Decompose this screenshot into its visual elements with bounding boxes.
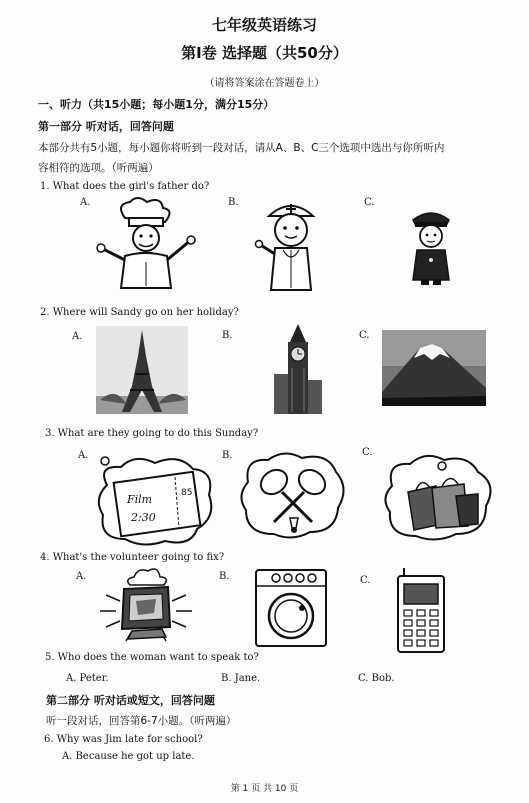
q1-option-c: C. xyxy=(364,197,375,208)
q2-option-a: A. xyxy=(72,331,83,342)
q3-option-c: C. xyxy=(362,447,373,458)
shopping-bags-image xyxy=(382,452,498,544)
part1-instructions-line1: 本部分共有5小题，每小题你将听到一段对话，请从A、B、C三个选项中选出与你所听内 xyxy=(38,142,445,154)
question-1: 1. What does the girl's father do? xyxy=(40,181,210,192)
broken-computer-image xyxy=(96,565,196,647)
q5-option-c: C. Bob. xyxy=(358,673,395,684)
doctor-image xyxy=(255,198,325,296)
question-3: 3. What are they going to do this Sunday? xyxy=(45,428,259,439)
chef-image xyxy=(95,196,195,296)
q2-option-b: B. xyxy=(222,330,233,341)
part1-heading: 第一部分 听对话，回答问题 xyxy=(38,120,174,133)
q4-option-a: A. xyxy=(76,571,87,582)
page-title: 七年级英语练习 xyxy=(211,16,317,34)
q2-option-c: C. xyxy=(359,330,370,341)
eiffel-tower-image xyxy=(96,326,188,414)
part1-instructions-line2: 容相符的选项。（听两遍） xyxy=(38,162,159,174)
page-footer: 第 1 页 共 10 页 xyxy=(230,784,299,794)
ticket-film-label: Film xyxy=(127,493,153,506)
question-2: 2. Where will Sandy go on her holiday? xyxy=(40,307,239,318)
question-6: 6. Why was Jim late for school? xyxy=(44,734,203,745)
ticket-time-label: 2:30 xyxy=(131,511,156,524)
question-4: 4. What's the volunteer going to fix? xyxy=(40,552,225,563)
section-heading: 一、听力（共15小题；每小题1分，满分15分） xyxy=(38,98,275,111)
telephone-image xyxy=(394,568,448,654)
q6-option-a: A. Because he got up late. xyxy=(62,751,195,762)
badminton-image xyxy=(238,452,348,540)
ticket-number-label: 85 xyxy=(181,488,193,498)
q3-option-b: B. xyxy=(222,450,233,461)
q1-option-b: B. xyxy=(228,197,239,208)
answer-note: （请将答案涂在答题卷上） xyxy=(204,78,325,89)
question-5: 5. Who does the woman want to speak to? xyxy=(45,652,259,663)
q3-option-a: A. xyxy=(78,450,89,461)
part2-instructions: 听一段对话，回答第6-7小题。（听两遍） xyxy=(46,715,237,727)
washing-machine-image xyxy=(254,568,328,648)
q5-option-b: B. Jane. xyxy=(221,673,261,684)
film-ticket-image xyxy=(95,455,217,547)
q4-option-b: B. xyxy=(219,571,230,582)
q4-option-c: C. xyxy=(360,575,371,586)
part2-heading: 第二部分 听对话或短文，回答问题 xyxy=(46,694,215,707)
page-subtitle: 第Ⅰ卷 选择题（共50分） xyxy=(181,44,348,62)
policeman-image xyxy=(407,206,455,286)
q5-option-a: A. Peter. xyxy=(66,673,109,684)
q1-option-a: A. xyxy=(80,197,91,208)
mount-fuji-image xyxy=(382,330,486,406)
big-ben-image xyxy=(268,324,328,414)
